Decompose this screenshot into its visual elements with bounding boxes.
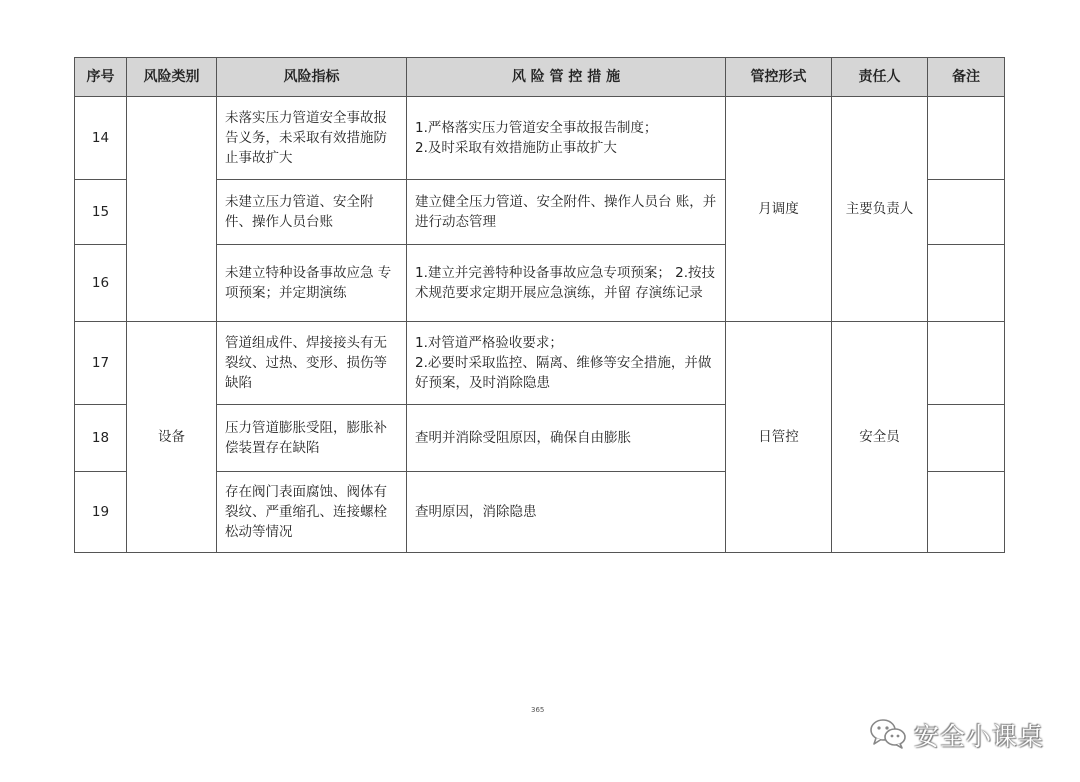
remark-cell: [928, 405, 1005, 472]
header-indicator: 风险指标: [217, 58, 407, 97]
seq-cell: 16: [75, 245, 127, 322]
header-remark: 备注: [928, 58, 1005, 97]
category-cell: [127, 97, 217, 322]
measures-cell: 建立健全压力管道、安全附件、操作人员台 账，并进行动态管理: [407, 180, 726, 245]
indicator-cell: 未落实压力管道安全事故报告义务，未采取有效措施防止事故扩大: [217, 97, 407, 180]
table-row: [75, 97, 1005, 180]
header-measures: 风 险 管 控 措 施: [407, 58, 726, 97]
risk-control-table: [74, 57, 1005, 553]
indicator-cell: 压力管道膨胀受阻，膨胀补偿装置存在缺陷: [217, 405, 407, 472]
indicator-cell: 存在阀门表面腐蚀、阀体有裂纹、严重缩孔、连接螺栓松动等情况: [217, 472, 407, 553]
measures-cell: 查明并消除受阻原因，确保自由膨胀: [407, 405, 726, 472]
table-header-row: [75, 58, 1005, 97]
indicator-cell: 未建立特种设备事故应急 专项预案；并定期演练: [217, 245, 407, 322]
watermark-text: 安全小课桌: [914, 722, 1045, 751]
seq-cell: 17: [75, 322, 127, 405]
header-form: 管控形式: [726, 58, 832, 97]
table-row: [75, 322, 1005, 405]
owner-cell: 主要负责人: [832, 97, 928, 322]
category-cell: 设备: [127, 322, 217, 553]
seq-cell: 19: [75, 472, 127, 553]
seq-cell: 14: [75, 97, 127, 180]
remark-cell: [928, 97, 1005, 180]
header-seq: 序号: [75, 58, 127, 97]
measures-cell: 1.严格落实压力管道安全事故报告制度； 2.及时采取有效措施防止事故扩大: [407, 97, 726, 180]
remark-cell: [928, 322, 1005, 405]
seq-cell: 15: [75, 180, 127, 245]
watermark: [868, 718, 1044, 752]
form-cell: 月调度: [726, 97, 832, 322]
remark-cell: [928, 245, 1005, 322]
header-owner: 责任人: [832, 58, 928, 97]
indicator-cell: 管道组成件、焊接接头有无裂纹、过热、变形、损伤等缺陷: [217, 322, 407, 405]
header-category: 风险类别: [127, 58, 217, 97]
remark-cell: [928, 180, 1005, 245]
indicator-cell: 未建立压力管道、安全附件、操作人员台账: [217, 180, 407, 245]
seq-cell: 18: [75, 405, 127, 472]
measures-cell: 查明原因，消除隐患: [407, 472, 726, 553]
page-number: 365: [531, 706, 545, 714]
remark-cell: [928, 472, 1005, 553]
form-cell: 日管控: [726, 322, 832, 553]
wechat-icon: [868, 717, 908, 753]
measures-cell: 1.建立并完善特种设备事故应急专项预案； 2.按技术规范要求定期开展应急演练，并留 存演练记录: [407, 245, 726, 322]
measures-cell: 1.对管道严格验收要求； 2.必要时采取监控、隔离、维修等安全措施，并做好预案，及时消除隐患: [407, 322, 726, 405]
owner-cell: 安全员: [832, 322, 928, 553]
